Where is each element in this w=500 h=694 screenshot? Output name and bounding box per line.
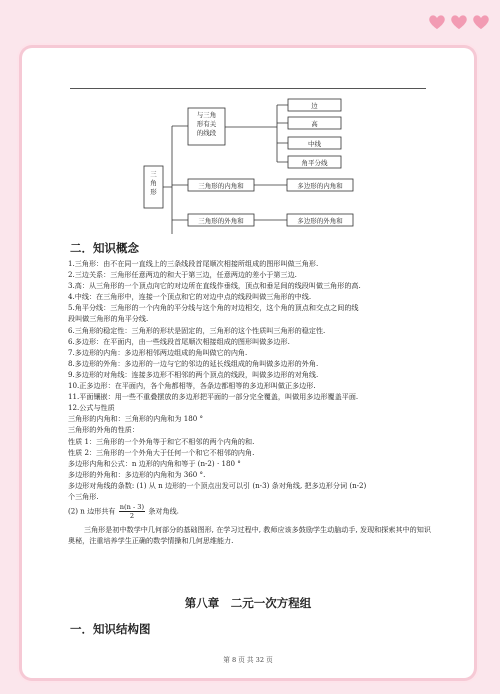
- concept-line: 6.多边形：在平面内，由一些线段首尾顺次相接组成的图形叫做多边形.: [68, 336, 290, 346]
- diagram-connector: [163, 126, 188, 234]
- knowledge-structure-diagram: [22, 48, 474, 238]
- concept-line: 2.三边关系：三角形任意两边的和大于第三边，任意两边的差小于第三边.: [68, 270, 297, 280]
- concept-line: 3.高：从三角形的一个顶点向它的对边所在直线作垂线，顶点和垂足间的线段叫做三角形的高.: [68, 281, 361, 291]
- diagram-label: 角平分线: [301, 159, 328, 167]
- diagram-label: 中线: [308, 140, 321, 148]
- concept-line: 1.三角形：由不在同一直线上的三条线段首尾顺次相接所组成的图形叫做三角形.: [68, 259, 319, 268]
- document-page: [22, 48, 474, 678]
- concept-line: 7.多边形的内角：多边形相邻两边组成的角叫做它的内角.: [68, 347, 248, 357]
- concept-line: 个三角形.: [68, 491, 99, 501]
- heart-icon: [428, 14, 446, 30]
- concept-line: 4.中线：在三角形中，连接一个顶点和它的对边中点的线段叫做三角形的中线.: [68, 292, 312, 302]
- concept-line: 三角形的内角和：三角形的内角和为 180 °: [68, 414, 204, 424]
- diagram-connector: [254, 185, 287, 220]
- concept-line: 性质 2：三角形的一个外角大于任何一个和它不相邻的内角.: [68, 447, 255, 457]
- fraction-numerator: n(n - 3): [119, 503, 145, 512]
- heart-icon: [450, 14, 468, 30]
- diagram-label: 三角形的内角和: [198, 182, 244, 190]
- diagram-label: 多边形的内角和: [297, 182, 343, 190]
- concept-lines: [68, 258, 433, 502]
- concept-line: 8.多边形的外角：多边形的一边与它的邻边的延长线组成的角叫做多边形的外角.: [68, 358, 319, 368]
- formula-prefix: (2) n 边形共有: [68, 506, 116, 516]
- heart-icon: [472, 14, 490, 30]
- diagonal-formula-line: [68, 503, 433, 520]
- concept-line: 性质 1：三角形的一个外角等于和它不相邻的两个内角的和.: [68, 436, 255, 446]
- concept-line: 9.多边形的对角线：连接多边形不相邻的两个顶点的线段，叫做多边形的对角线.: [68, 369, 319, 379]
- diagram-segments-label: 与三角形有关的线段: [196, 111, 217, 137]
- diagram-label: 多边形的外角和: [297, 217, 343, 225]
- concept-line: 11.平面镶嵌：用一些不重叠摆放的多边形把平面的一部分完全覆盖，叫做用多边形覆盖平面.: [68, 392, 359, 402]
- fraction-denominator: 2: [129, 512, 135, 521]
- concept-line: 5.角平分线：三角形的一个内角的平分线与这个角的对边相交，这个角的顶点和交点之间的线: [68, 303, 359, 313]
- knowledge-concepts: [68, 241, 433, 546]
- summary-paragraph: 三角形是初中数学中几何部分的基础图形, 在学习过程中, 教师应该多鼓励学生动脑动手, 发现和探索其中的知识奥秘，注重培养学生正确的数学情操和几何思维能力.: [68, 525, 431, 546]
- concept-line: 多边形对角线的条数: (1) 从 n 边形的一个顶点出发可以引 (n-3) 条对角线, 把多边形分词 (n-2): [68, 480, 367, 490]
- diagonal-fraction: [119, 503, 145, 520]
- section-heading: 二．知识概念: [70, 241, 139, 255]
- diagram-label: 高: [311, 120, 318, 128]
- diagram-connector: [225, 105, 288, 162]
- formula-suffix: 条对角线.: [148, 506, 179, 516]
- concept-line: 6.三角形的稳定性：三角形的形状是固定的，三角形的这个性质叫三角形的稳定性.: [68, 325, 326, 335]
- diagram-root-label: 三角形: [150, 170, 157, 196]
- diagram-label: 边: [311, 102, 318, 110]
- concept-line: 多边形的外角和：多边形的内角和为 360 °.: [68, 469, 206, 479]
- section-heading: 一．知识结构图: [70, 622, 151, 636]
- page-footer: 第 8 页 共 32 页: [223, 656, 273, 664]
- chapter-title: 第八章 二元一次方程组: [184, 596, 312, 610]
- decorative-hearts: [428, 14, 490, 30]
- diagram-label: 三角形的外角和: [198, 217, 244, 225]
- concept-line: 三角形的外角的性质：: [68, 425, 139, 435]
- concept-line: 10.正多边形：在平面内，各个角都相等，各条边都相等的多边形叫做正多边形.: [68, 381, 316, 391]
- concept-line: 段叫做三角形的角平分线.: [68, 314, 149, 324]
- concept-line: 12.公式与性质: [68, 403, 115, 413]
- concept-line: 多边形内角和公式：n 边形的内角和等于 (n-2) · 180 °: [68, 458, 241, 468]
